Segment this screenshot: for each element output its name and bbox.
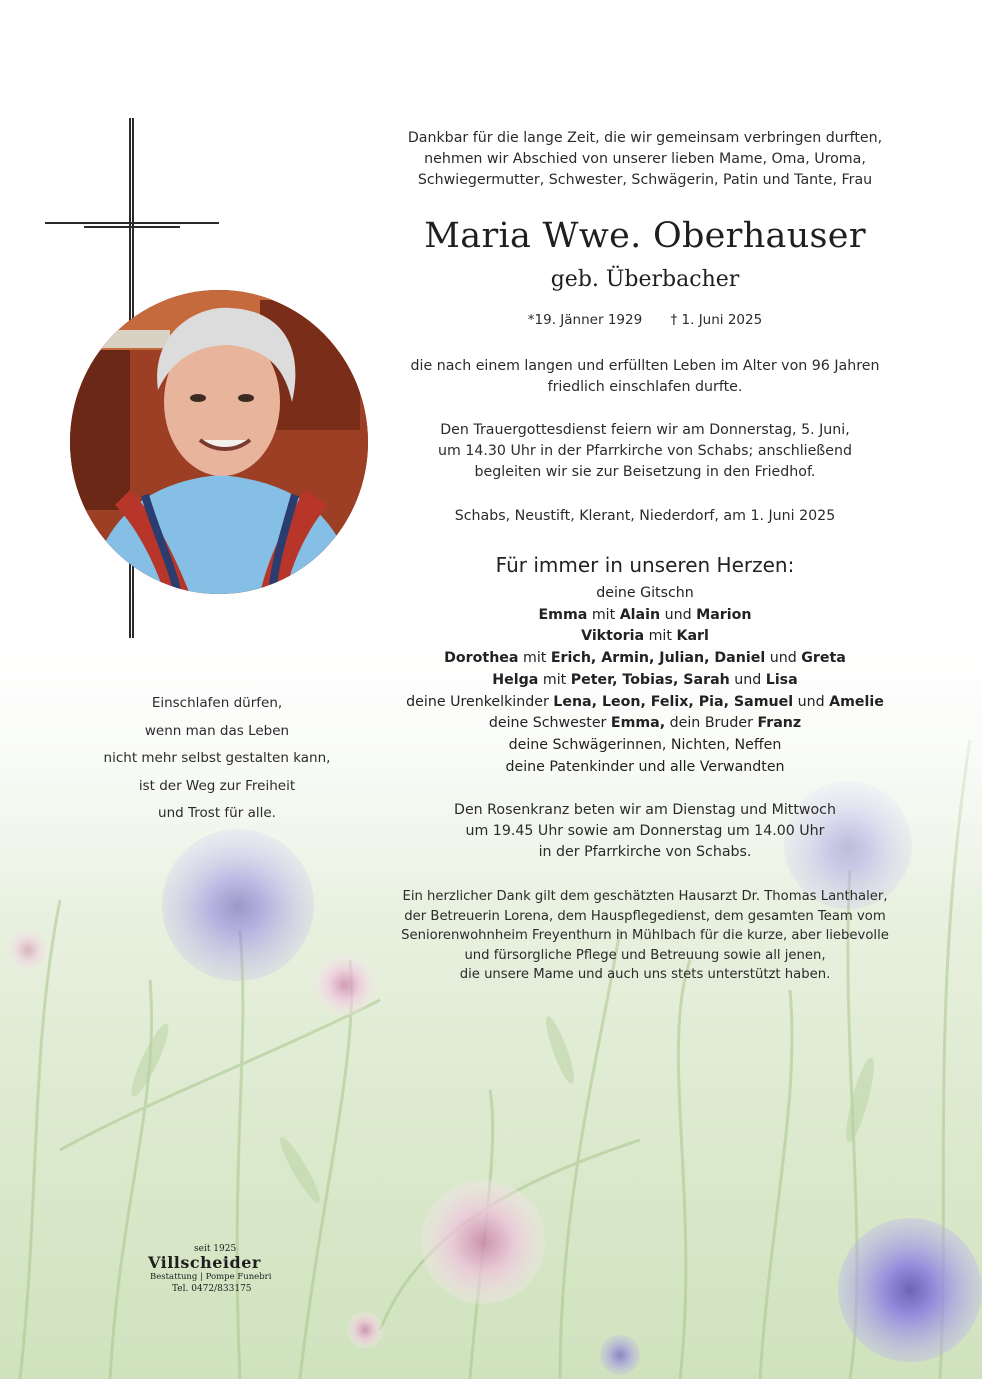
paragraph-line: und fürsorgliche Pflege und Betreuung sowie all jenen,	[464, 947, 826, 963]
mourner-line: deine Urenkelkinder Lena, Leon, Felix, Pia, Samuel und Amelie	[406, 693, 884, 710]
mourner-line: Viktoria mit Karl	[581, 628, 709, 645]
birth-date: *19. Jänner 1929	[527, 312, 643, 328]
mourner-line: Dorothea mit Erich, Armin, Julian, Daniel und Greta	[444, 650, 846, 667]
paragraph-line: um 14.30 Uhr in der Pfarrkirche von Schabs; anschließend	[438, 443, 852, 459]
paragraph-line: Seniorenwohnheim Freyenthurn in Mühlbach für die kurze, aber liebevolle	[401, 928, 889, 943]
paragraph-line: um 19.45 Uhr sowie am Donnerstag um 14.00 Uhr	[465, 823, 825, 839]
poem	[92, 690, 342, 828]
mourners-list	[395, 583, 895, 778]
life-dates	[395, 312, 895, 328]
thanks-paragraph	[395, 887, 895, 985]
logo-brand: Villscheider	[148, 1253, 261, 1272]
deceased-name: Maria Wwe. Oberhauser	[424, 216, 866, 256]
rosary-paragraph	[395, 800, 895, 863]
paragraph-line: friedlich einschlafen durfte.	[547, 379, 743, 395]
poem-line: und Trost für alle.	[158, 805, 276, 822]
portrait-photo	[70, 290, 368, 594]
mourner-line: Emma mit Alain und Marion	[538, 606, 752, 623]
mourner-line: deine Schwester Emma, dein Bruder Franz	[488, 715, 802, 732]
intro-text	[395, 128, 895, 191]
logo-subtitle: Bestattung | Pompe Funebri	[150, 1272, 272, 1282]
memorial-cross-horizontal-line	[45, 222, 219, 224]
funeral-service-paragraph	[395, 420, 895, 483]
mourner-line: deine Patenkinder und alle Verwandten	[505, 758, 785, 775]
mourners-heading: Für immer in unseren Herzen:	[495, 553, 795, 577]
poem-line: wenn man das Leben	[144, 722, 290, 739]
memorial-cross-crossbar	[84, 226, 180, 228]
logo-since: seit 1925	[194, 1244, 237, 1254]
paragraph-line: Den Trauergottesdienst feiern wir am Donnerstag, 5. Juni,	[440, 422, 850, 438]
intro-line: Schwiegermutter, Schwester, Schwägerin, Patin und Tante, Frau	[417, 172, 873, 188]
paragraph-line: Den Rosenkranz beten wir am Dienstag und Mittwoch	[454, 802, 836, 818]
intro-line: Dankbar für die lange Zeit, die wir gemeinsam verbringen durften,	[407, 130, 883, 146]
mourner-line: deine Gitschn	[596, 585, 694, 601]
life-paragraph	[395, 356, 895, 398]
mourner-line: deine Schwägerinnen, Nichten, Neffen	[508, 736, 782, 753]
paragraph-line: der Betreuerin Lorena, dem Hauspflegedienst, dem gesamten Team vom	[404, 908, 886, 924]
intro-line: nehmen wir Abschied von unserer lieben Mame, Oma, Uroma,	[424, 151, 866, 167]
paragraph-line: begleiten wir sie zur Beisetzung in den Friedhof.	[474, 464, 816, 480]
poem-line: Einschlafen dürfen,	[151, 695, 283, 711]
maiden-name: geb. Überbacher	[550, 267, 740, 292]
poem-line: ist der Weg zur Freiheit	[138, 777, 296, 794]
paragraph-line: Ein herzlicher Dank gilt dem geschätzten Hausarzt Dr. Thomas Lanthaler,	[402, 889, 888, 904]
funeral-home-logo	[148, 1244, 288, 1294]
paragraph-line: die unsere Mame und auch uns stets unterstützt haben.	[459, 967, 831, 982]
poem-line: nicht mehr selbst gestalten kann,	[103, 750, 331, 767]
paragraph-line: in der Pfarrkirche von Schabs.	[538, 844, 752, 860]
logo-phone: Tel. 0472/833175	[172, 1284, 252, 1294]
place-date: Schabs, Neustift, Klerant, Niederdorf, am 1. Juni 2025	[454, 508, 836, 524]
mourner-line: Helga mit Peter, Tobias, Sarah und Lisa	[492, 671, 798, 688]
death-date: † 1. Juni 2025	[670, 312, 763, 328]
paragraph-line: die nach einem langen und erfüllten Leben im Alter von 96 Jahren	[410, 358, 880, 374]
